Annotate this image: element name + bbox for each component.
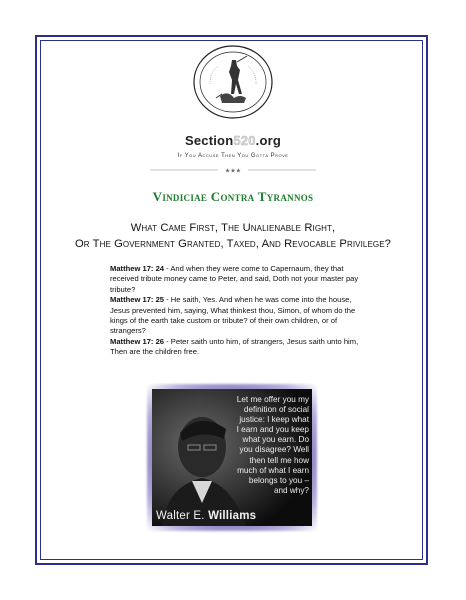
- motto-heading: Vindiciae Contra Tyrannos: [152, 189, 314, 204]
- verse-paragraph: [110, 264, 366, 295]
- scripture-verses: [110, 264, 366, 358]
- verse-text: - Peter saith unto him, of strangers, Jesus saith unto him, Then are the children free.: [110, 336, 359, 357]
- site-name-number: 520: [233, 133, 256, 148]
- site-name-prefix: Section: [184, 133, 234, 148]
- photo-quote: Let me offer you my definition of social justice: I keep what I earn and you keep what you earn. Do you disagree? Well then tell me how much of what I earn belongs to you – and why?: [236, 395, 309, 495]
- question-line-1: What Came First, The Unalienable Right,: [130, 222, 336, 234]
- photo-author-name: [156, 510, 256, 522]
- site-name-suffix: .org: [255, 133, 281, 148]
- site-tagline: If You Accuse Then You Gotta Prove: [177, 153, 289, 159]
- verse-paragraph: [110, 295, 366, 337]
- site-name[interactable]: [0, 133, 466, 148]
- verse-ref: Matthew 17: 24: [110, 264, 165, 273]
- question-line-2: Or The Government Granted, Taxed, And Revocable Privilege?: [74, 238, 391, 250]
- author-first-name: Walter E.: [156, 510, 209, 522]
- author-last-name: Williams: [208, 510, 257, 522]
- quote-photo: [152, 389, 312, 526]
- verse-ref: Matthew 17: 25: [110, 295, 165, 305]
- svg-text:★★★: ★★★: [224, 167, 242, 173]
- verse-paragraph: [110, 337, 366, 358]
- state-seal-icon: [192, 44, 274, 120]
- verse-text: - He saith, Yes. And when he was come into the house, Jesus prevented him, saying, What thinkest thou, Simon, of whom do the kings of the earth take custom or tribute? of their own children, or of strangers?: [110, 295, 356, 336]
- verse-ref: Matthew 17: 26: [110, 336, 165, 346]
- ornament-divider: [150, 167, 316, 173]
- verse-text: - And when they were come to Capernaum, they that received tribute money came to Peter, and said, Doth not your master pay tribute?: [110, 264, 359, 294]
